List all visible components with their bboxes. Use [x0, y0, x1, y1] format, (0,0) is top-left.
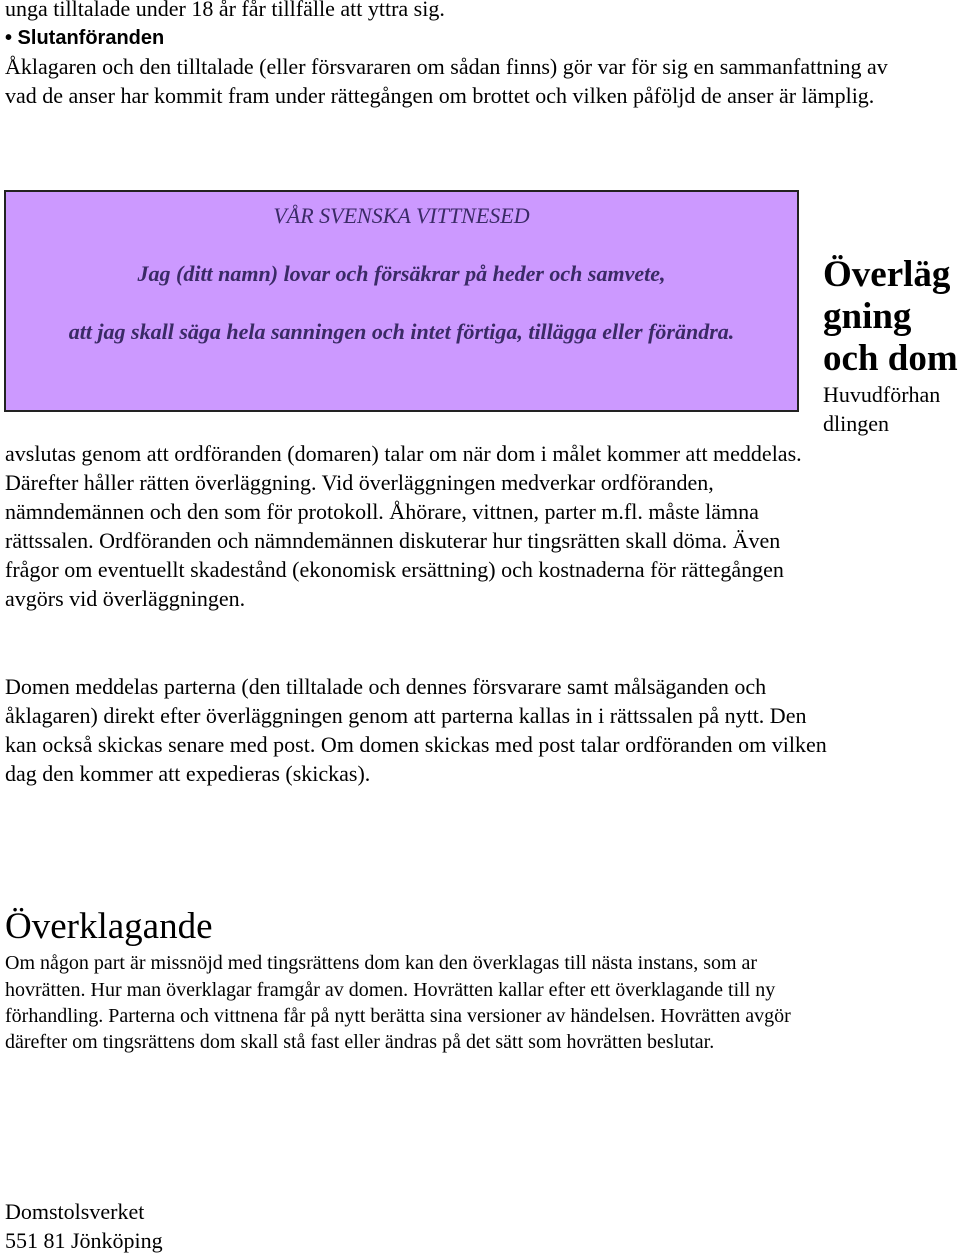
section-heading-appeal: Överklagande	[5, 906, 213, 947]
paragraph-line: Åklagaren och den tilltalade (eller försvararen om sådan finns) gör var för sig en sammanfattning av	[5, 54, 888, 79]
footer-organization: Domstolsverket	[5, 1199, 145, 1224]
paragraph-line: Om någon part är missnöjd med tingsrättens dom kan den överklagas till nästa instans, som ar	[5, 952, 758, 974]
paragraph-line: dlingen	[823, 411, 889, 436]
section-heading-deliberation: Överläg	[823, 254, 951, 295]
footer-address: 551 81 Jönköping	[5, 1228, 163, 1253]
oath-title: VÅR SVENSKA VITTNESED	[273, 203, 530, 228]
paragraph-line: nämndemännen och den som för protokoll. Åhörare, vittnen, parter m.fl. måste lämna	[5, 499, 759, 524]
section-heading-deliberation: och dom	[823, 338, 958, 379]
paragraph-line: kan också skickas senare med post. Om domen skickas med post talar ordföranden om vilken	[5, 732, 827, 757]
paragraph-line: avgörs vid överläggningen.	[5, 586, 246, 611]
oath-line: att jag skall säga hela sanningen och intet förtiga, tillägga eller förändra.	[68, 319, 735, 344]
paragraph-line: frågor om eventuellt skadestånd (ekonomisk ersättning) och kostnaderna för rättegången	[5, 557, 784, 582]
section-heading-closing-arguments: • Slutanföranden	[5, 27, 165, 49]
paragraph-line: Domen meddelas parterna (den tilltalade och dennes försvarare samt målsäganden och	[5, 674, 767, 699]
paragraph-line: därefter om tingsrättens dom skall stå fast eller ändras på det sätt som hovrätten beslutar.	[5, 1031, 715, 1053]
paragraph-line: hovrätten. Hur man överklagar framgår av domen. Hovrätten kallar efter ett överklagande till ny	[5, 979, 776, 1001]
intro-line: unga tilltalade under 18 år får tillfälle att yttra sig.	[5, 0, 445, 21]
paragraph-line: åklagaren) direkt efter överläggningen genom att parterna kallas in i rättssalen på nytt. Den	[5, 703, 807, 728]
paragraph-line: avslutas genom att ordföranden (domaren) talar om när dom i målet kommer att meddelas.	[5, 441, 802, 466]
paragraph-line: rättssalen. Ordföranden och nämndemännen diskuterar hur tingsrätten skall döma. Även	[5, 528, 781, 553]
witness-oath-box	[4, 190, 799, 412]
paragraph-line: dag den kommer att expedieras (skickas).	[5, 761, 371, 786]
paragraph-line: vad de anser har kommit fram under rättegången om brottet och vilken påföljd de anser är lämplig.	[5, 83, 875, 108]
oath-line: Jag (ditt namn) lovar och försäkrar på heder och samvete,	[137, 261, 666, 286]
paragraph-line: Huvudförhan	[823, 382, 941, 407]
paragraph-line: förhandling. Parterna och vittnena får på nytt berätta sina versioner av händelsen. Hovrätten avgör	[5, 1005, 791, 1027]
paragraph-line: Därefter håller rätten överläggning. Vid överläggningen medverkar ordföranden,	[5, 470, 714, 495]
section-heading-deliberation: gning	[823, 296, 912, 337]
